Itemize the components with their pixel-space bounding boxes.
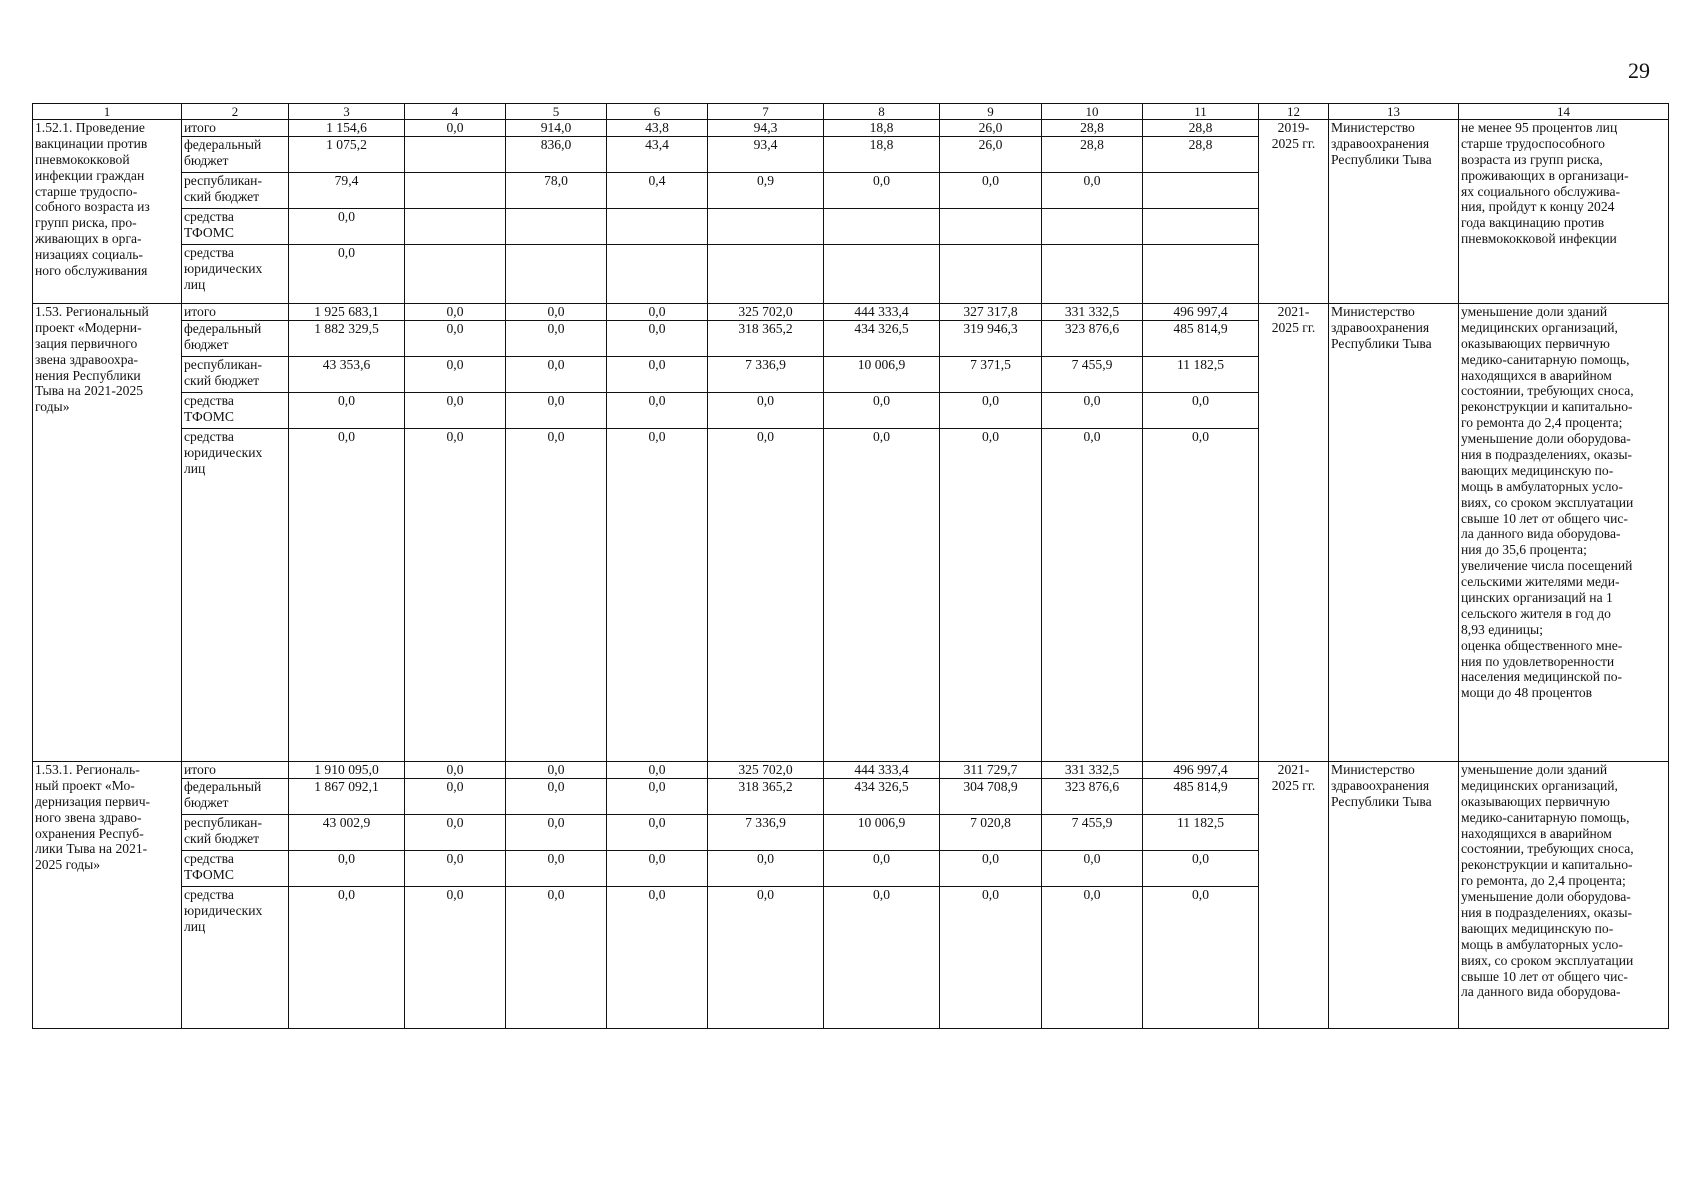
- amount-cell: [1143, 173, 1259, 209]
- amount-cell: 331 332,5: [1042, 304, 1143, 321]
- column-number: 13: [1329, 104, 1459, 120]
- expected-result-cell: уменьшение доли зданий медицинских организаций, оказывающих первичную медико-санитарную помощь, находящихся в аварийном состоянии, требующих сноса, реконструкции и капитально- го ремонта, до 2,4 процента; уменьшение доли оборудова- ния в подразделениях, оказы- вающих медицинскую по- мощь в амбулаторных усло- виях, со сроком эксплуатации свыше 10 лет от общего чис- ла данного вида оборудова-: [1459, 762, 1669, 1029]
- amount-cell: [940, 245, 1042, 304]
- amount-cell: 7 371,5: [940, 357, 1042, 393]
- amount-cell: 496 997,4: [1143, 762, 1259, 779]
- amount-cell: 914,0: [506, 120, 607, 137]
- column-number: 4: [405, 104, 506, 120]
- period-cell: 2019- 2025 гг.: [1259, 120, 1329, 304]
- amount-cell: 0,0: [708, 851, 824, 887]
- column-number: 5: [506, 104, 607, 120]
- amount-cell: 1 867 092,1: [289, 779, 405, 815]
- amount-cell: [1143, 245, 1259, 304]
- column-number: 12: [1259, 104, 1329, 120]
- funding-source-cell: средства юридических лиц: [182, 887, 289, 1029]
- amount-cell: 43,4: [607, 137, 708, 173]
- column-number: 1: [33, 104, 182, 120]
- amount-cell: 0,0: [607, 815, 708, 851]
- amount-cell: 0,0: [506, 887, 607, 1029]
- page-number: 29: [1628, 58, 1650, 83]
- period-cell: 2021- 2025 гг.: [1259, 304, 1329, 762]
- amount-cell: 444 333,4: [824, 304, 940, 321]
- amount-cell: 1 154,6: [289, 120, 405, 137]
- amount-cell: 43 002,9: [289, 815, 405, 851]
- amount-cell: [405, 173, 506, 209]
- amount-cell: 0,0: [289, 393, 405, 429]
- funding-source-cell: республикан- ский бюджет: [182, 173, 289, 209]
- responsible-cell: Министерство здравоохранения Республики Тыва: [1329, 304, 1459, 762]
- program-table: [32, 103, 1669, 1029]
- amount-cell: 0,0: [940, 173, 1042, 209]
- amount-cell: 0,0: [405, 357, 506, 393]
- amount-cell: 0,0: [607, 851, 708, 887]
- amount-cell: 0,0: [824, 887, 940, 1029]
- amount-cell: 10 006,9: [824, 357, 940, 393]
- amount-cell: 1 910 095,0: [289, 762, 405, 779]
- column-number: 10: [1042, 104, 1143, 120]
- amount-cell: 18,8: [824, 120, 940, 137]
- amount-cell: 0,0: [607, 357, 708, 393]
- amount-cell: 311 729,7: [940, 762, 1042, 779]
- amount-cell: [405, 209, 506, 245]
- amount-cell: 0,0: [405, 887, 506, 1029]
- funding-source-cell: средства юридических лиц: [182, 245, 289, 304]
- table-body: [33, 104, 1669, 1029]
- amount-cell: 28,8: [1143, 137, 1259, 173]
- amount-cell: 0,0: [1042, 887, 1143, 1029]
- amount-cell: 0,0: [1042, 173, 1143, 209]
- amount-cell: 0,0: [405, 851, 506, 887]
- table-row: [33, 120, 1669, 137]
- amount-cell: 0,0: [506, 321, 607, 357]
- amount-cell: 0,0: [506, 762, 607, 779]
- funding-source-cell: итого: [182, 304, 289, 321]
- amount-cell: 28,8: [1042, 120, 1143, 137]
- amount-cell: 0,0: [940, 393, 1042, 429]
- funding-source-cell: средства ТФОМС: [182, 209, 289, 245]
- amount-cell: [405, 137, 506, 173]
- amount-cell: 0,0: [1143, 851, 1259, 887]
- expected-result-cell: не менее 95 процентов лиц старше трудоспособного возраста из групп риска, проживающих в организаци- ях социального обслужива- ния, пройдут к концу 2024 года вакцинацию против пневмококковой инфекции: [1459, 120, 1669, 304]
- amount-cell: 0,0: [607, 304, 708, 321]
- amount-cell: 0,0: [506, 851, 607, 887]
- amount-cell: 0,0: [1143, 429, 1259, 762]
- funding-source-cell: средства ТФОМС: [182, 851, 289, 887]
- amount-cell: 78,0: [506, 173, 607, 209]
- amount-cell: 318 365,2: [708, 321, 824, 357]
- amount-cell: 0,0: [708, 887, 824, 1029]
- amount-cell: 0,0: [607, 762, 708, 779]
- amount-cell: 0,0: [289, 851, 405, 887]
- amount-cell: 327 317,8: [940, 304, 1042, 321]
- amount-cell: 7 336,9: [708, 815, 824, 851]
- amount-cell: 434 326,5: [824, 779, 940, 815]
- funding-source-cell: итого: [182, 120, 289, 137]
- amount-cell: 11 182,5: [1143, 815, 1259, 851]
- amount-cell: 0,0: [405, 304, 506, 321]
- funding-source-cell: республикан- ский бюджет: [182, 815, 289, 851]
- column-number: 7: [708, 104, 824, 120]
- amount-cell: 0,0: [506, 429, 607, 762]
- amount-cell: 93,4: [708, 137, 824, 173]
- amount-cell: 0,0: [708, 393, 824, 429]
- amount-cell: 7 455,9: [1042, 815, 1143, 851]
- funding-source-cell: средства ТФОМС: [182, 393, 289, 429]
- amount-cell: [708, 245, 824, 304]
- amount-cell: [405, 245, 506, 304]
- amount-cell: 1 925 683,1: [289, 304, 405, 321]
- amount-cell: 0,0: [940, 887, 1042, 1029]
- period-cell: 2021- 2025 гг.: [1259, 762, 1329, 1029]
- measure-name-cell: 1.52.1. Проведение вакцинации против пневмококковой инфекции граждан старше трудоспо- собного возраста из групп риска, про- живающих в орга- низациях социаль- ного обслуживания: [33, 120, 182, 304]
- amount-cell: 323 876,6: [1042, 321, 1143, 357]
- amount-cell: 11 182,5: [1143, 357, 1259, 393]
- column-number: 9: [940, 104, 1042, 120]
- amount-cell: 0,0: [824, 393, 940, 429]
- responsible-cell: Министерство здравоохранения Республики Тыва: [1329, 762, 1459, 1029]
- amount-cell: [1042, 209, 1143, 245]
- amount-cell: 0,0: [405, 429, 506, 762]
- amount-cell: 319 946,3: [940, 321, 1042, 357]
- amount-cell: 318 365,2: [708, 779, 824, 815]
- column-number: 2: [182, 104, 289, 120]
- amount-cell: 0,0: [1143, 887, 1259, 1029]
- amount-cell: 1 075,2: [289, 137, 405, 173]
- amount-cell: 0,0: [607, 393, 708, 429]
- amount-cell: 836,0: [506, 137, 607, 173]
- column-number: 6: [607, 104, 708, 120]
- amount-cell: 0,0: [824, 173, 940, 209]
- amount-cell: 0,0: [940, 429, 1042, 762]
- amount-cell: 94,3: [708, 120, 824, 137]
- funding-source-cell: итого: [182, 762, 289, 779]
- amount-cell: 0,0: [506, 393, 607, 429]
- amount-cell: 331 332,5: [1042, 762, 1143, 779]
- amount-cell: 0,0: [405, 779, 506, 815]
- amount-cell: 0,0: [824, 851, 940, 887]
- column-number: 3: [289, 104, 405, 120]
- amount-cell: 0,0: [289, 887, 405, 1029]
- amount-cell: 0,0: [405, 321, 506, 357]
- column-number-row: [33, 104, 1669, 120]
- funding-source-cell: республикан- ский бюджет: [182, 357, 289, 393]
- amount-cell: 444 333,4: [824, 762, 940, 779]
- expected-result-cell: уменьшение доли зданий медицинских организаций, оказывающих первичную медико-санитарную помощь, находящихся в аварийном состоянии, требующих сноса, реконструкции и капитально- го ремонта до 2,4 процента; уменьшение доли оборудова- ния в подразделениях, оказы- вающих медицинскую по- мощь в амбулаторных усло- виях, со сроком эксплуатации свыше 10 лет от общего чис- ла данного вида оборудова- ния до 35,6 процента; увеличение числа посещений сельскими жителями меди- цинских организаций на 1 сельского жителя в год до 8,93 единицы; оценка общественного мне- ния по удовлетворенности населения медицинской по- мощи до 48 процентов: [1459, 304, 1669, 762]
- amount-cell: 1 882 329,5: [289, 321, 405, 357]
- table-row: [33, 762, 1669, 779]
- amount-cell: 0,0: [289, 245, 405, 304]
- amount-cell: 0,0: [607, 887, 708, 1029]
- amount-cell: 7 455,9: [1042, 357, 1143, 393]
- responsible-cell: Министерство здравоохранения Республики Тыва: [1329, 120, 1459, 304]
- amount-cell: 0,0: [607, 429, 708, 762]
- amount-cell: 0,0: [607, 321, 708, 357]
- amount-cell: 0,0: [506, 357, 607, 393]
- amount-cell: 0,0: [289, 209, 405, 245]
- amount-cell: 28,8: [1143, 120, 1259, 137]
- amount-cell: 28,8: [1042, 137, 1143, 173]
- amount-cell: 323 876,6: [1042, 779, 1143, 815]
- amount-cell: [506, 245, 607, 304]
- amount-cell: 0,9: [708, 173, 824, 209]
- amount-cell: 304 708,9: [940, 779, 1042, 815]
- amount-cell: [1143, 209, 1259, 245]
- amount-cell: 7 020,8: [940, 815, 1042, 851]
- amount-cell: [607, 209, 708, 245]
- amount-cell: [824, 209, 940, 245]
- amount-cell: 0,0: [289, 429, 405, 762]
- amount-cell: 0,0: [405, 393, 506, 429]
- amount-cell: 0,0: [1143, 393, 1259, 429]
- amount-cell: 0,0: [940, 851, 1042, 887]
- amount-cell: [708, 209, 824, 245]
- amount-cell: 43,8: [607, 120, 708, 137]
- column-number: 8: [824, 104, 940, 120]
- table-row: [33, 304, 1669, 321]
- amount-cell: 7 336,9: [708, 357, 824, 393]
- amount-cell: 496 997,4: [1143, 304, 1259, 321]
- amount-cell: 0,0: [1042, 393, 1143, 429]
- amount-cell: [506, 209, 607, 245]
- funding-source-cell: средства юридических лиц: [182, 429, 289, 762]
- amount-cell: [940, 209, 1042, 245]
- funding-source-cell: федеральный бюджет: [182, 779, 289, 815]
- amount-cell: 325 702,0: [708, 304, 824, 321]
- amount-cell: 0,0: [506, 304, 607, 321]
- amount-cell: 10 006,9: [824, 815, 940, 851]
- amount-cell: 26,0: [940, 120, 1042, 137]
- amount-cell: 0,0: [1042, 429, 1143, 762]
- amount-cell: 0,0: [824, 429, 940, 762]
- measure-name-cell: 1.53. Региональный проект «Модерни- зация первичного звена здравоохра- нения Республики Тыва на 2021-2025 годы»: [33, 304, 182, 762]
- amount-cell: 325 702,0: [708, 762, 824, 779]
- amount-cell: 26,0: [940, 137, 1042, 173]
- amount-cell: 0,0: [405, 120, 506, 137]
- amount-cell: [824, 245, 940, 304]
- amount-cell: [1042, 245, 1143, 304]
- funding-source-cell: федеральный бюджет: [182, 137, 289, 173]
- amount-cell: 485 814,9: [1143, 779, 1259, 815]
- amount-cell: 0,0: [708, 429, 824, 762]
- amount-cell: 0,0: [405, 762, 506, 779]
- amount-cell: 0,0: [607, 779, 708, 815]
- column-number: 11: [1143, 104, 1259, 120]
- amount-cell: 79,4: [289, 173, 405, 209]
- amount-cell: 43 353,6: [289, 357, 405, 393]
- amount-cell: [607, 245, 708, 304]
- amount-cell: 434 326,5: [824, 321, 940, 357]
- amount-cell: 0,4: [607, 173, 708, 209]
- amount-cell: 0,0: [506, 815, 607, 851]
- column-number: 14: [1459, 104, 1669, 120]
- amount-cell: 18,8: [824, 137, 940, 173]
- funding-source-cell: федеральный бюджет: [182, 321, 289, 357]
- measure-name-cell: 1.53.1. Региональ- ный проект «Мо- дернизация первич- ного звена здраво- охранения Респуб- лики Тыва на 2021- 2025 годы»: [33, 762, 182, 1029]
- amount-cell: 485 814,9: [1143, 321, 1259, 357]
- amount-cell: 0,0: [506, 779, 607, 815]
- amount-cell: 0,0: [1042, 851, 1143, 887]
- amount-cell: 0,0: [405, 815, 506, 851]
